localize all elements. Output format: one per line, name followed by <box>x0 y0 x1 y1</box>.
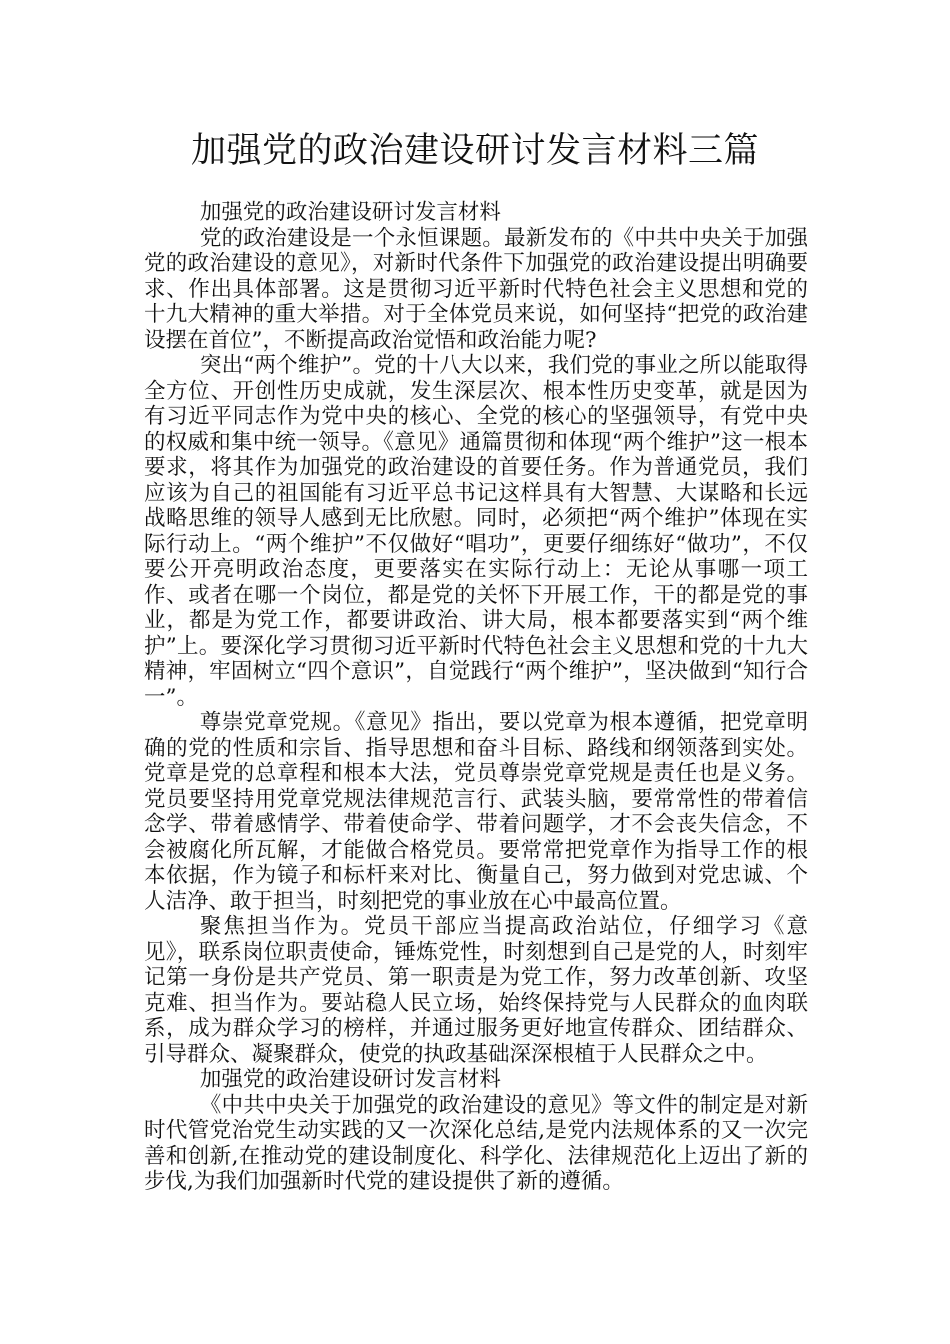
paragraph: 尊崇党章党规。《意见》指出，要以党章为根本遵循，把党章明确的党的性质和宗旨、指导思想和奋斗目标、路线和纲领落到实处。党章是党的总章程和根本大法，党员尊崇党章党规是责任也是义务。党员要坚持用党章党规法律规范言行、武装头脑，要常常性的带着信念学、带着感情学、带着使命学、带着问题学，才不会丧失信念，不会被腐化所瓦解，才能做合格党员。要常常把党章作为指导工作的根本依据，作为镜子和标杆来对比、衡量自己，努力做到对党忠诚、个人洁净、敢于担当，时刻把党的事业放在心中最高位置。 <box>144 710 808 914</box>
document-body <box>144 200 808 1195</box>
paragraph: 聚焦担当作为。党员干部应当提高政治站位，仔细学习《意见》，联系岗位职责使命，锤炼党性，时刻想到自己是党的人，时刻牢记第一身份是共产党员、第一职责是为党工作，努力改革创新、攻坚克难、担当作为。要站稳人民立场，始终保持党与人民群众的血肉联系，成为群众学习的榜样，并通过服务更好地宣传群众、团结群众、引导群众、凝聚群众，使党的执政基础深深根植于人民群众之中。 <box>144 914 808 1067</box>
section-heading: 加强党的政治建设研讨发言材料 <box>199 200 501 225</box>
section-heading: 加强党的政治建设研讨发言材料 <box>199 1067 501 1092</box>
document-title: 加强党的政治建设研讨发言材料三篇 <box>190 131 759 171</box>
paragraph: 党的政治建设是一个永恒课题。最新发布的《中共中央关于加强党的政治建设的意见》，对新时代条件下加强党的政治建设提出明确要求、作出具体部署。这是贯彻习近平新时代特色社会主义思想和党的十九大精神的重大举措。对于全体党员来说，如何坚持“把党的政治建设摆在首位”，不断提高政治觉悟和政治能力呢? <box>144 225 808 353</box>
paragraph: 《中共中央关于加强党的政治建设的意见》等文件的制定是对新时代管党治党生动实践的又一次深化总结,是党内法规体系的又一次完善和创新,在推动党的建设制度化、科学化、法律规范化上迈出了新的步伐,为我们加强新时代党的建设提供了新的遵循。 <box>144 1092 808 1194</box>
paragraph: 突出“两个维护”。党的十八大以来，我们党的事业之所以能取得全方位、开创性历史成就，发生深层次、根本性历史变革，就是因为有习近平同志作为党中央的核心、全党的核心的坚强领导，有党中央的权威和集中统一领导。《意见》通篇贯彻和体现“两个维护”这一根本要求，将其作为加强党的政治建设的首要任务。作为普通党员，我们应该为自己的祖国能有习近平总书记这样具有大智慧、大谋略和长远战略思维的领导人感到无比欣慰。同时，必须把“两个维护”体现在实际行动上。“两个维护”不仅做好“唱功”，更要仔细练好“做功”，不仅要公开亮明政治态度，更要落实在实际行动上：无论从事哪一项工作、或者在哪一个岗位，都是党的关怀下开展工作，干的都是党的事业，都是为党工作，都要讲政治、讲大局，根本都要落实到“两个维护”上。要深化学习贯彻习近平新时代特色社会主义思想和党的十九大精神，牢固树立“四个意识”，自觉践行“两个维护”，坚决做到“知行合一”。 <box>144 353 808 710</box>
